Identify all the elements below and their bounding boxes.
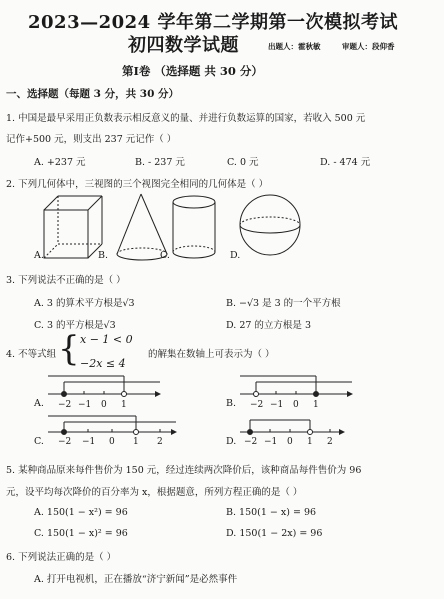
cylinder-figure [173, 196, 215, 258]
question-5-line2: 元，设平均每次降价的百分率为 x，根据题意，所列方程正确的是（ ） [6, 487, 303, 498]
number-line-d [240, 420, 344, 435]
section-title: 一、选择题（每题 3 分，共 30 分） [6, 88, 180, 100]
tick-b-1: −2 [250, 400, 264, 410]
tick-c-4: 1 [133, 437, 139, 447]
inequality-2: −2x ≤ 4 [80, 357, 126, 370]
number-line-b [240, 376, 352, 397]
number-line-c [48, 416, 176, 435]
question-1-line2: 记作+500 元，则支出 237 元记作（ ） [6, 134, 177, 145]
question-4-prefix: 4. 不等式组 [6, 349, 57, 360]
q2-label-b: B. [98, 250, 109, 261]
q2-label-a: A. [34, 250, 44, 261]
q6-option-a: A. 打开电视机，正在播放“济宁新闻”是必然事件 [34, 574, 238, 585]
tick-a-2: −1 [78, 400, 92, 410]
tick-c-5: 2 [157, 437, 163, 447]
q1-option-b: B. - 237 元 [135, 157, 185, 168]
q3-option-c: C. 3 的平方根是√3 [34, 320, 116, 331]
tick-a-4: 1 [121, 400, 127, 410]
q4-label-a: A. [34, 398, 44, 409]
q4-label-d: D. [226, 436, 237, 447]
part-title: 第Ⅰ卷 （选择题 共 30 分） [122, 64, 263, 78]
question-2-stem: 2. 下列几何体中，三视图的三个视图完全相同的几何体是（ ） [6, 179, 269, 190]
inequality-1: x − 1 < 0 [80, 333, 133, 346]
question-3-stem: 3. 下列说法不正确的是（ ） [6, 275, 126, 286]
question-1-line1: 1. 中国是最早采用正负数表示相反意义的量、并进行负数运算的国家，若收入 500 元 [6, 113, 366, 124]
q2-label-c: C. [160, 250, 170, 261]
sphere-figure [240, 195, 300, 255]
tick-c-2: −1 [82, 437, 96, 447]
q2-solids-figure [0, 188, 444, 270]
question-4-suffix: 的解集在数轴上可表示为（ ） [148, 349, 275, 360]
q5-option-b: B. 150(1 − x) = 96 [226, 507, 317, 518]
tick-b-3: 0 [293, 400, 299, 410]
number-line-a [48, 376, 160, 397]
tick-c-3: 0 [109, 437, 115, 447]
q4-label-c: C. [34, 436, 44, 447]
q5-option-d: D. 150(1 − 2x) = 96 [226, 528, 323, 539]
question-5-line1: 5. 某种商品原来每件售价为 150 元，经过连续两次降价后，该种商品每件售价为 96 [6, 465, 362, 476]
q3-option-d: D. 27 的立方根是 3 [226, 320, 311, 331]
tick-d-5: 2 [327, 437, 333, 447]
inequality-brace: { [58, 329, 80, 369]
q4-label-b: B. [226, 398, 237, 409]
tick-d-2: −1 [264, 437, 278, 447]
q1-option-d: D. - 474 元 [320, 157, 371, 168]
tick-b-4: 1 [313, 400, 319, 410]
tick-a-3: 0 [101, 400, 107, 410]
q2-label-d: D. [230, 250, 241, 261]
q5-option-a: A. 150(1 − x²) = 96 [34, 507, 128, 518]
tick-b-2: −1 [270, 400, 284, 410]
q1-option-a: A. +237 元 [34, 157, 86, 168]
q1-option-c: C. 0 元 [227, 157, 259, 168]
tick-d-1: −2 [244, 437, 258, 447]
exam-title: 2023—2024 学年第二学期第一次模拟考试 [28, 12, 398, 33]
reviewer-label: 审题人：段仰香 [342, 42, 395, 51]
tick-a-1: −2 [58, 400, 72, 410]
cube-figure [44, 196, 102, 258]
q3-option-b: B. −√3 是 3 的一个平方根 [226, 298, 341, 309]
tick-d-3: 0 [287, 437, 293, 447]
exam-subtitle: 初四数学试题 [128, 35, 239, 56]
author-label: 出题人：霍秋敏 [268, 42, 321, 51]
q5-option-c: C. 150(1 − x)² = 96 [34, 528, 128, 539]
tick-d-4: 1 [307, 437, 313, 447]
tick-c-1: −2 [58, 437, 72, 447]
question-6-stem: 6. 下列说法正确的是（ ） [6, 552, 117, 563]
q3-option-a: A. 3 的算术平方根是√3 [34, 298, 135, 309]
